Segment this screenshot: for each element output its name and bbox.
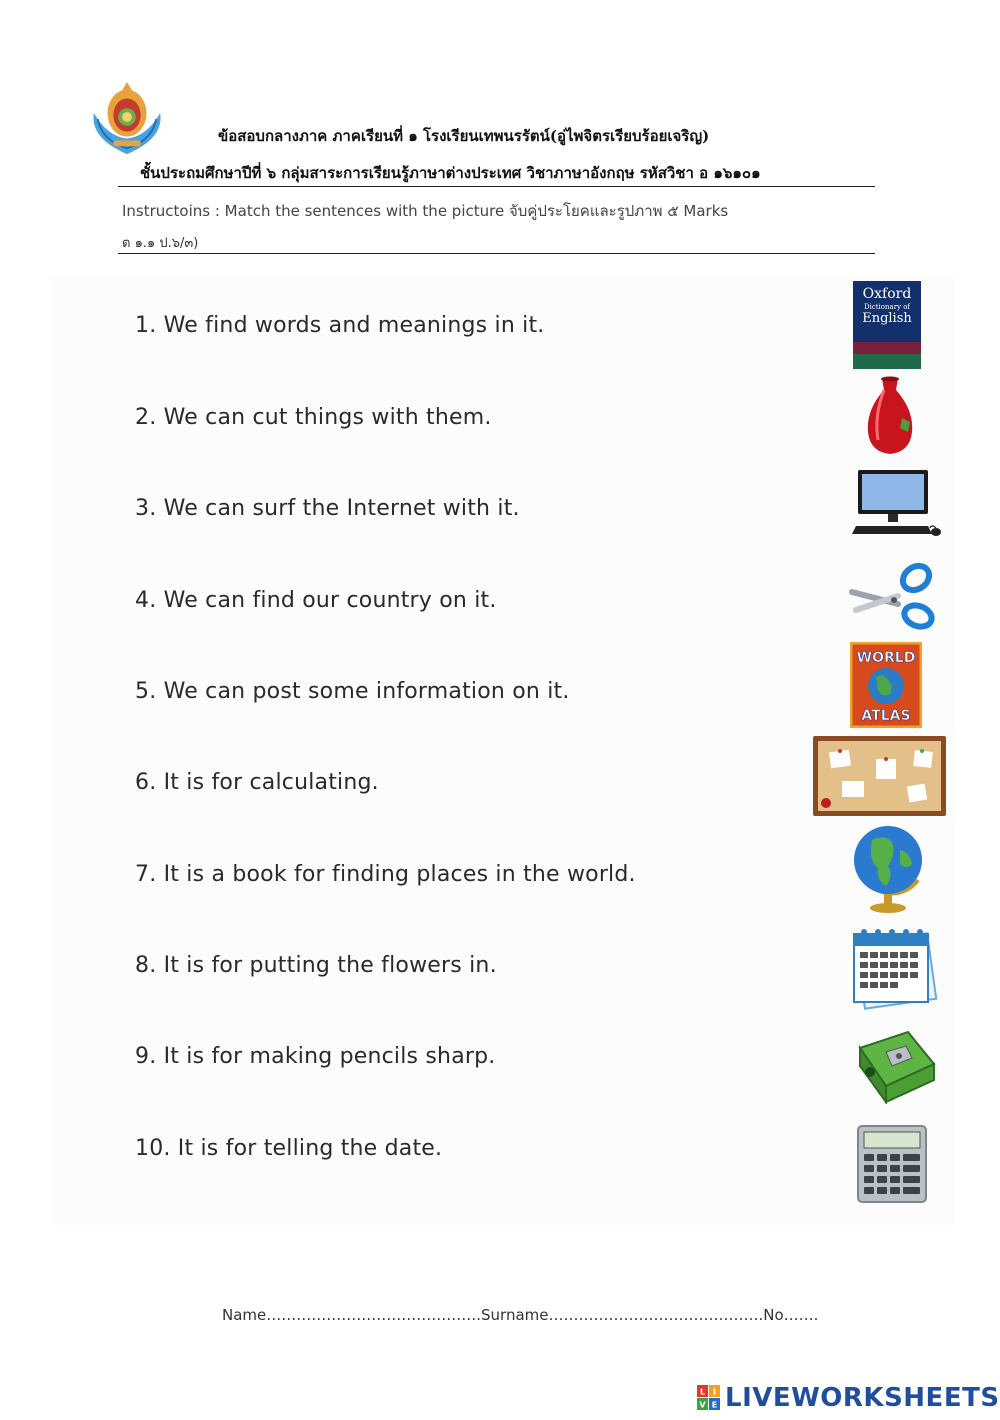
atlas-title: WORLD — [856, 650, 916, 666]
pencil-sharpener-icon[interactable] — [856, 1028, 938, 1104]
computer-icon[interactable] — [852, 468, 942, 540]
dictionary-icon[interactable] — [852, 280, 922, 370]
notice-board-icon[interactable] — [812, 735, 947, 817]
instructions-divider — [118, 253, 875, 254]
liveworksheets-logo[interactable] — [697, 1384, 1000, 1412]
sentence-4: 4. We can find our country on it. — [135, 588, 497, 613]
sentence-10: 10. It is for telling the date. — [135, 1136, 443, 1161]
svg-text:E: E — [711, 1400, 718, 1410]
vase-icon[interactable] — [862, 376, 918, 456]
exam-title: ข้อสอบกลางภาค ภาคเรียนที่ ๑ โรงเรียนเทพนรรัตน์(อู่ไพจิตรเรียบร้อยเจริญ) — [218, 127, 710, 145]
instructions: Instructoins : Match the sentences with the picture จับคู่ประโยคและรูปภาพ ๕ Marks — [122, 202, 729, 220]
liveworksheets-badge-icon — [697, 1385, 721, 1411]
calculator-icon[interactable] — [856, 1124, 928, 1204]
svg-text:V: V — [699, 1400, 706, 1410]
sentence-7: 7. It is a book for finding places in the world. — [135, 862, 636, 887]
svg-text:L: L — [699, 1387, 706, 1397]
indicator-code: ต ๑.๑ ป.๖/๓) — [122, 236, 199, 251]
exam-subtitle: ชั้นประถมศึกษาปีที่ ๖ กลุ่มสาระการเรียนรู้ภาษาต่างประเทศ วิชาภาษาอังกฤษ รหัสวิชา อ ๑๖๑๐๑ — [140, 164, 761, 182]
atlas-subtitle: ATLAS — [861, 708, 911, 724]
scissors-icon[interactable] — [848, 558, 936, 630]
header-divider — [118, 186, 875, 187]
sentence-1: 1. We find words and meanings in it. — [135, 313, 545, 338]
name-surname-line: Name…………………………………….Surname…………………………………….No……. — [222, 1306, 819, 1324]
dictionary-title: Oxford — [862, 286, 912, 302]
calendar-icon[interactable] — [848, 924, 938, 1012]
globe-icon[interactable] — [850, 820, 928, 914]
sentence-9: 9. It is for making pencils sharp. — [135, 1044, 496, 1069]
school-logo — [88, 80, 166, 158]
world-atlas-icon[interactable] — [850, 642, 922, 728]
sentence-6: 6. It is for calculating. — [135, 770, 379, 795]
dictionary-subtitle: Dictionary of — [863, 303, 911, 311]
liveworksheets-wordmark: LIVEWORKSHEETS — [725, 1383, 1000, 1413]
sentence-5: 5. We can post some information on it. — [135, 679, 570, 704]
svg-text:I: I — [713, 1387, 716, 1397]
dictionary-subtitle-2: English — [862, 311, 912, 326]
sentence-8: 8. It is for putting the flowers in. — [135, 953, 497, 978]
sentence-3: 3. We can surf the Internet with it. — [135, 496, 520, 521]
sentence-2: 2. We can cut things with them. — [135, 405, 492, 430]
